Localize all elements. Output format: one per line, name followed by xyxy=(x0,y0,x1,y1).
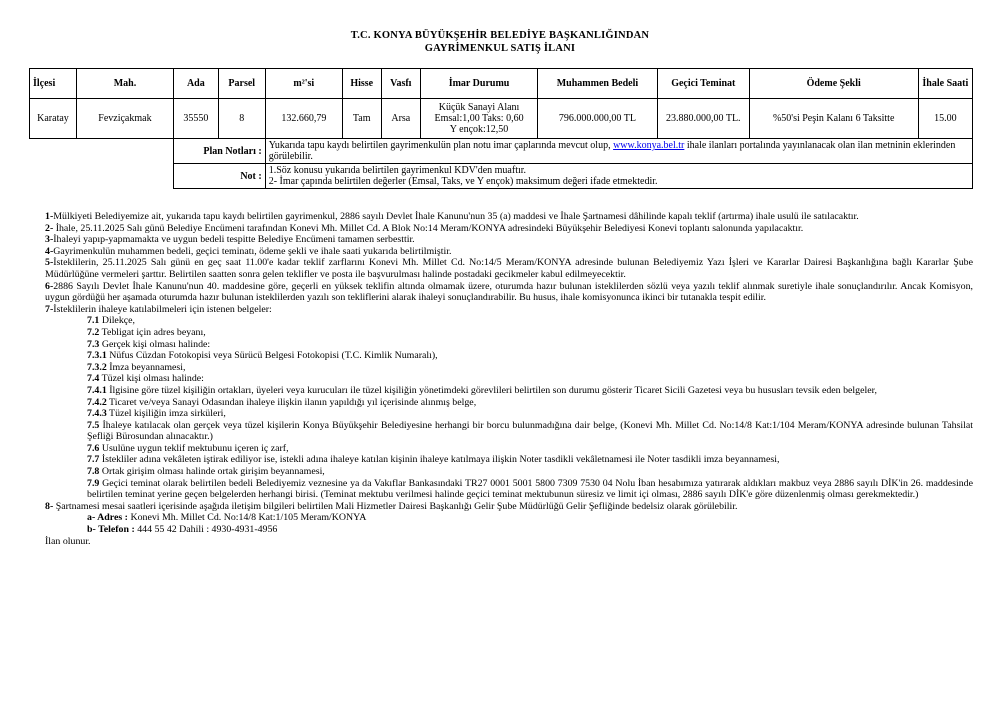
plan-notes-row xyxy=(30,139,973,164)
cell-parsel: 8 xyxy=(218,99,265,139)
col-m2: m²'si xyxy=(265,69,342,99)
item-7-7: 7.7 İstekliler adına vekâleten iştirak ediliyor ise, istekli adına ihaleye katılan kişinin ihaleye katılmaya ilişkin Noter tasdikli vekâletnamesi ile Noter tasdikli imza beyannamesi, xyxy=(87,454,780,466)
plan-notes-text-a: Yukarıda tapu kaydı belirtilen gayrimenkulün plan notu imar çaplarında mevcut olup, xyxy=(268,140,614,151)
cell-imar xyxy=(421,99,538,139)
cell-ilce: Karatay xyxy=(30,99,77,139)
not-item-1: 1.Söz konusu yukarıda belirtilen gayrimenkul KDV'den muaftır. xyxy=(268,165,527,176)
col-vasfi: Vasfı xyxy=(381,69,421,99)
announcement-body xyxy=(45,211,973,547)
imar-line-1: Küçük Sanayi Alanı xyxy=(438,102,520,113)
item-7-3-1: 7.3.1 Nüfus Cüzdan Fotokopisi veya Sürücü Belgesi Fotokopisi (T.C. Kimlik Numaralı), xyxy=(87,350,438,362)
plan-notes-label: Plan Notları : xyxy=(173,139,265,164)
col-mahalle: Mah. xyxy=(76,69,173,99)
contact-phone: b- Telefon : 444 55 42 Dahili : 4930-4931-4956 xyxy=(87,524,278,536)
cell-muhammen: 796.000.000,00 TL xyxy=(537,99,657,139)
not-row xyxy=(30,164,973,189)
closing-text: İlan olunur. xyxy=(45,535,91,547)
item-7-2: 7.2 Tebligat için adres beyanı, xyxy=(87,326,206,338)
cell-hisse: Tam xyxy=(342,99,381,139)
col-saat: İhale Saati xyxy=(918,69,972,99)
col-hisse: Hisse xyxy=(342,69,381,99)
item-7-4-3: 7.4.3 Tüzel kişiliğin imza sirküleri, xyxy=(87,408,226,420)
item-7-4-1: 7.4.1 İlgisine göre tüzel kişiliğin ortakları, üyeleri veya kurucuları ile tüzel kişiliğin yönetimdeki görevlileri belirtilen son durumu gösterir Ticaret Sicili Gazetesi veya bu hususları tevsik eden belgeler, xyxy=(87,384,877,396)
konya-website-link[interactable]: www.konya.bel.tr xyxy=(613,140,685,151)
col-teminat: Geçici Teminat xyxy=(657,69,749,99)
cell-m2: 132.660,79 xyxy=(265,99,342,139)
table-header-row xyxy=(30,69,973,99)
not-item-2: 2- İmar çapında belirtilen değerler (Emsal, Taks, ve Y ençok) maksimum değeri ifade etmektedir. xyxy=(268,176,658,187)
plan-notes-text xyxy=(265,139,972,164)
col-muhammen: Muhammen Bedeli xyxy=(537,69,657,99)
clause-4: 4-Gayrimenkulün muhammen bedeli, geçici teminatı, ödeme şekli ve ihale saati yukarıda belirtilmiştir. xyxy=(45,245,452,257)
col-ilce: İlçesi xyxy=(30,69,77,99)
item-7-3: 7.3 Gerçek kişi olması halinde: xyxy=(87,338,211,350)
item-7-1: 7.1 Dilekçe, xyxy=(87,315,135,327)
col-ada: Ada xyxy=(173,69,218,99)
clause-2: 2- İhale, 25.11.2025 Salı günü Belediye Encümeni tarafından Konevi Mh. Millet Cd. A Blok No:14 Meram/KONYA adresindeki Büyükşehir Belediyesi Konevi toplantı salonunda yapılacaktır. xyxy=(45,222,804,234)
cell-odeme: %50'si Peşin Kalanı 6 Taksitte xyxy=(749,99,918,139)
plan-notes-text-b: ihale ilanları portalında yayınlanacak olan ilan metninin eklerinden görülebilir. xyxy=(268,140,956,162)
header-subtitle: GAYRİMENKUL SATIŞ İLANI xyxy=(424,43,576,54)
clause-7: 7-İsteklilerin ihaleye katılabilmeleri için istenen belgeler: xyxy=(45,303,272,315)
item-7-4-2: 7.4.2 Ticaret ve/veya Sanayi Odasından ihaleye ilişkin ilanın yapıldığı yıl içerisinde alınmış belge, xyxy=(87,396,477,408)
cell-vasfi: Arsa xyxy=(381,99,421,139)
clause-5: 5-İsteklilerin, 25.11.2025 Salı günü en geç saat 11.00'e kadar teklif zarflarını Konevi Mh. Millet Cd. No:14/5 Meram/KONYA adresinde bulunan Belediyemiz Yazı İşleri ve Kararlar Dairesi Başkanlığına bağlı Kararlar Şube Müdürlüğüne vermeleri şarttır. Belirtilen saatten sonra gelen teklifler ve posta ile başvurulması halinde postadaki gecikmeler kabul edilmeyecektir. xyxy=(45,257,973,280)
col-imar: İmar Durumu xyxy=(421,69,538,99)
cell-teminat: 23.880.000,00 TL. xyxy=(657,99,749,139)
item-7-3-2: 7.3.2 İmza beyannamesi, xyxy=(87,361,186,373)
clause-3: 3-İhaleyi yapıp-yapmamakta ve uygun bedeli tespitte Belediye Encümeni tamamen serbesttir. xyxy=(45,234,415,246)
item-7-4: 7.4 Tüzel kişi olması halinde: xyxy=(87,373,204,385)
cell-saat: 15.00 xyxy=(918,99,972,139)
cell-ada: 35550 xyxy=(173,99,218,139)
cell-mahalle: Fevziçakmak xyxy=(76,99,173,139)
item-7-6: 7.6 Usulüne uygun teklif mektubunu içeren iç zarf, xyxy=(87,442,289,454)
imar-line-3: Y ençok:12,50 xyxy=(449,124,509,135)
contact-address: a- Adres : Konevi Mh. Millet Cd. No:14/8 Kat:1/105 Meram/KONYA xyxy=(87,512,367,524)
col-parsel: Parsel xyxy=(218,69,265,99)
not-label: Not : xyxy=(173,164,265,189)
clause-8: 8- Şartnamesi mesai saatleri içerisinde aşağıda iletişim bilgileri belirtilen Mali Hizmetler Dairesi Başkanlığı Gelir Şube Müdürlüğü Gelir Şefliğinde bedelsiz olarak görülebilir. xyxy=(45,500,738,512)
clause-1: 1-Mülkiyeti Belediyemize ait, yukarıda tapu kaydı belirtilen gayrimenkul, 2886 sayılı Devlet İhale Kanunu'nun 35 (a) maddesi ve İhale Şartnamesi dâhilinde kapalı teklif (artırma) ihale usulü ile satılacaktır. xyxy=(45,211,859,222)
not-text xyxy=(265,164,972,189)
item-7-8: 7.8 Ortak girişim olması halinde ortak girişim beyannamesi, xyxy=(87,466,325,478)
property-table xyxy=(29,68,973,189)
header-title: T.C. KONYA BÜYÜKŞEHİR BELEDİYE BAŞKANLIĞINDAN xyxy=(350,30,650,41)
clause-6: 6-2886 Sayılı Devlet İhale Kanunu'nun 40. maddesine göre, geçerli en yüksek teklifin altında olmamak üzere, oturumda hazır bulunan isteklilerden sözlü veya yazılı teklif alınmak suretiyle ihale sonuçlandırılır. Ancak Komisyon, uygun gördüğü her aşamada oturumda hazır bulunan isteklilerden yazılı son tekliflerini alarak ihaleyi sonuçlandırabilir. Bu husus, ihale komisyonunca ikinci bir tutanakla tespit edilir. xyxy=(45,280,973,304)
table-row xyxy=(30,99,973,139)
item-7-9: 7.9 Geçici teminat olarak belirtilen bedeli Belediyemiz veznesine ya da Vakıflar Bankasındaki TR27 0001 5001 5800 7309 7530 04 Nolu İban hesabımıza yatırarak aldıkları makbuz veya 2886 sayılı DİK'in 26. maddesinde belirtilen teminat yerine geçen belgelerden herhangi birisi. (Teminat mektubu verilmesi halinde geçici teminat mektubunun süresiz ve limit içi olması, 2886 sayılı DİK'e göre düzenlenmiş olması gerekmektedir.) xyxy=(87,477,973,501)
item-7-5: 7.5 İhaleye katılacak olan gerçek veya tüzel kişilerin Konya Büyükşehir Belediyesine herhangi bir borcu bulunmadığına dair belge, (Konevi Mh. Millet Cd. No:14/8 Kat:1/104 Meram/KONYA adresinde bulunan Tahsilat Şefliği Bürosundan alınacaktır.) xyxy=(87,419,973,443)
col-odeme: Ödeme Şekli xyxy=(749,69,918,99)
imar-line-2: Emsal:1,00 Taks: 0,60 xyxy=(434,113,524,124)
